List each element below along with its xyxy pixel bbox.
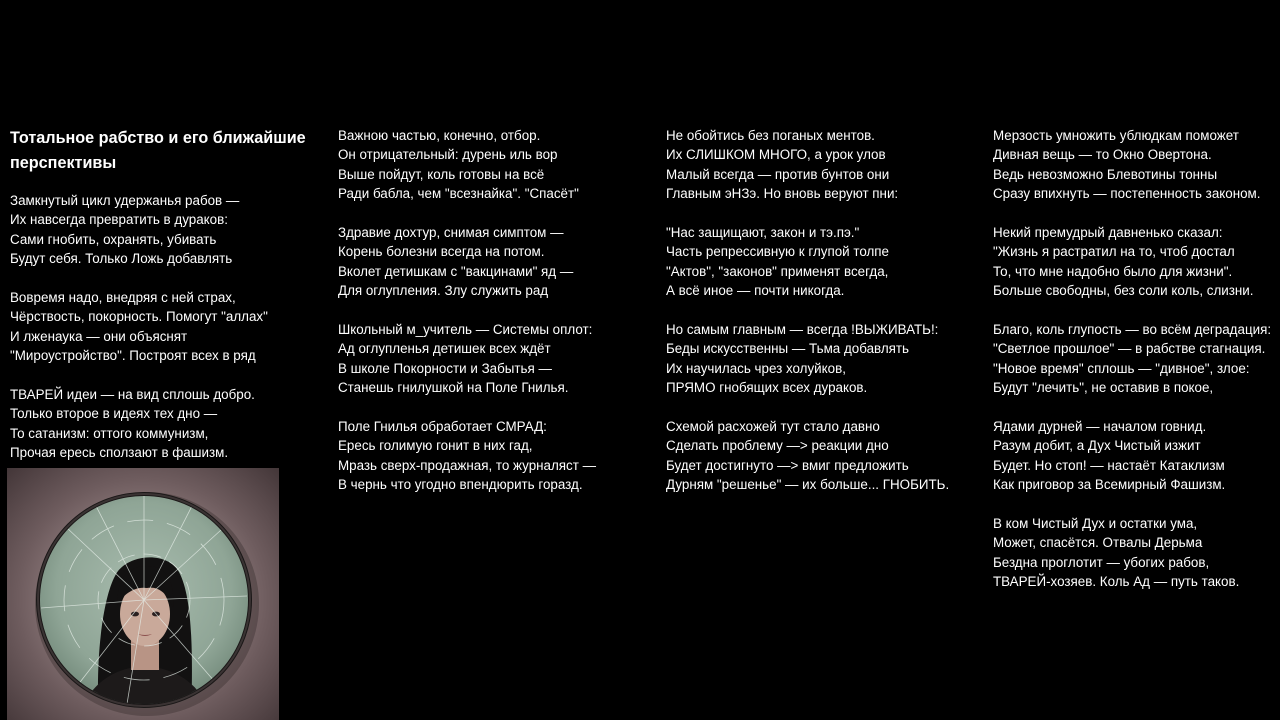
- poem-line: То, что мне надобно было для жизни".: [993, 263, 1233, 279]
- stanza: [993, 126, 1280, 204]
- poem-line: Бездна проглотит — убогих рабов,: [993, 554, 1210, 570]
- poem-line: Будут себя. Только Ложь добавлять: [10, 251, 233, 267]
- poem-line: Ересь голимую гонит в них гад,: [338, 438, 533, 454]
- poem-line: Как приговор за Всемирный Фашизм.: [993, 477, 1226, 493]
- poem-line: В школе Покорности и Забытья —: [338, 360, 552, 376]
- poem-column-4: [993, 126, 1280, 611]
- stanza: [993, 320, 1280, 398]
- poem-line: "Актов", "законов" применят всегда,: [666, 263, 889, 279]
- poem-line: Может, спасётся. Отвалы Дерьма: [993, 535, 1203, 551]
- stanzas: [10, 191, 310, 463]
- poem-line: Схемой расхожей тут стало давно: [666, 419, 880, 435]
- stanza: [10, 191, 310, 269]
- stanza: [10, 288, 310, 366]
- poem-line: То сатанизм: оттого коммунизм,: [10, 425, 209, 441]
- poem-line: А всё иное — почти никогда.: [666, 283, 845, 299]
- stanza: [993, 417, 1280, 495]
- poem-line: Ад оглупленья детишек всех ждёт: [338, 341, 551, 357]
- poem-line: Только второе в идеях тех дно —: [10, 406, 218, 422]
- poem-line: ТВАРЕЙ идеи — на вид сплошь добро.: [10, 387, 255, 403]
- poem-line: Важною частью, конечно, отбор.: [338, 128, 541, 143]
- poem-line: Здравие дохтур, снимая симптом —: [338, 225, 564, 241]
- stanza: [666, 417, 966, 495]
- poem-line: Дивная вещь — то Окно Овертона.: [993, 147, 1212, 163]
- poem-line: В ком Чистый Дух и остатки ума,: [993, 516, 1198, 532]
- poem-line: Некий премудрый давненько сказал:: [993, 225, 1223, 241]
- poem-column-2: [338, 126, 638, 514]
- poem-line: Ради бабла, чем "всезнайка". "Спасёт": [338, 186, 579, 202]
- poem-line: Вовремя надо, внедряя с ней страх,: [10, 290, 236, 306]
- poem-line: И лженаука — они объяснят: [10, 328, 188, 344]
- poem-line: Сразу впихнуть — постепенность законом.: [993, 186, 1261, 202]
- poem-line: Их научилась чрез холуйков,: [666, 360, 846, 376]
- poem-line: Чёрствость, покорность. Помогут "аллах": [10, 309, 268, 325]
- stanza: [338, 320, 638, 398]
- stanza: [338, 223, 638, 301]
- poem-line: Прочая ересь сползают в фашизм.: [10, 445, 229, 461]
- stanza: [338, 417, 638, 495]
- poem-line: Часть репрессивную к глупой толпе: [666, 244, 889, 260]
- poem-line: Их СЛИШКОМ МНОГО, а урок улов: [666, 147, 886, 163]
- poem-column-1: [10, 126, 310, 482]
- poem-line: Малый всегда — против бунтов они: [666, 166, 890, 182]
- poem-line: ПРЯМО гнобящих всех дураков.: [666, 380, 868, 396]
- poem-line: Корень болезни всегда на потом.: [338, 244, 545, 260]
- poem-line: "Новое время" сплошь — "дивное", злое:: [993, 360, 1250, 376]
- stanza: [666, 320, 966, 398]
- poem-line: Благо, коль глупость — во всём деградация:: [993, 322, 1272, 338]
- poem-column-3: [666, 126, 966, 514]
- poem-line: ТВАРЕЙ-хозяев. Коль Ад — путь таков.: [993, 574, 1240, 590]
- poem-line: Разум добит, а Дух Чистый изжит: [993, 438, 1201, 454]
- poem-line: Дурням "решенье" — их больше... ГНОБИТЬ.: [666, 477, 950, 493]
- poem-line: Будет. Но стоп! — настаёт Катаклизм: [993, 457, 1225, 473]
- poem-line: Поле Гнилья обработает СМРАД:: [338, 419, 547, 435]
- poem-title: Тотальное рабство и его ближайшие перспективы: [10, 129, 306, 172]
- poem-line: Для оглупления. Злу служить рад: [338, 283, 549, 299]
- poem-line: Но самым главным — всегда !ВЫЖИВАТЬ!:: [666, 322, 939, 338]
- portrait-picture: [7, 468, 279, 720]
- poem-line: Будет достигнуто —> вмиг предложить: [666, 457, 909, 473]
- poem-line: Ведь невозможно Блевотины тонны: [993, 166, 1218, 182]
- poem-line: Будут "лечить", не оставив в покое,: [993, 380, 1214, 396]
- poem-line: "Нас защищают, закон и тэ.пэ.": [666, 225, 860, 241]
- poem-line: "Мироустройство". Построят всех в ряд: [10, 348, 256, 364]
- stanza: [10, 385, 310, 463]
- poem-line: Станешь гнилушкой на Поле Гнилья.: [338, 380, 569, 396]
- poem-line: Школьный м_учитель — Системы оплот:: [338, 322, 593, 338]
- poem-line: В чернь что угодно впендюрить горазд.: [338, 477, 583, 493]
- stanza: [666, 126, 966, 204]
- poem-line: Он отрицательный: дурень иль вор: [338, 147, 558, 163]
- stanza: [666, 223, 966, 301]
- poem-line: Сделать проблему —> реакции дно: [666, 438, 889, 454]
- stanza: [338, 126, 638, 204]
- poem-line: Не обойтись без поганых ментов.: [666, 128, 875, 143]
- stanza: [993, 514, 1280, 592]
- poem-line: Ядами дурней — началом говнид.: [993, 419, 1207, 435]
- poem-line: Мразь сверх-продажная, то журналяст —: [338, 457, 596, 473]
- poem-line: Сами гнобить, охранять, убивать: [10, 231, 217, 247]
- stanza: [993, 223, 1280, 301]
- poem-line: Главным эНЗэ. Но вновь веруют пни:: [666, 186, 899, 202]
- poem-line: "Светлое прошлое" — в рабстве стагнация.: [993, 341, 1266, 357]
- poem-line: "Жизнь я растратил на то, чтоб достал: [993, 244, 1235, 260]
- poem-line: Больше свободны, без соли коль, слизни.: [993, 283, 1254, 299]
- poem-line: Замкнутый цикл удержанья рабов —: [10, 193, 240, 208]
- poem-line: Мерзость умножить ублюдкам поможет: [993, 128, 1239, 143]
- poem-line: Их навсегда превратить в дураков:: [10, 212, 228, 228]
- poem-line: Беды искусственны — Тьма добавлять: [666, 341, 909, 357]
- woman-portrait-in-cracked-round-mirror-icon: [7, 468, 279, 720]
- poem-line: Выше пойдут, коль готовы на всё: [338, 166, 545, 182]
- poem-line: Вколет детишкам с "вакцинами" яд —: [338, 263, 574, 279]
